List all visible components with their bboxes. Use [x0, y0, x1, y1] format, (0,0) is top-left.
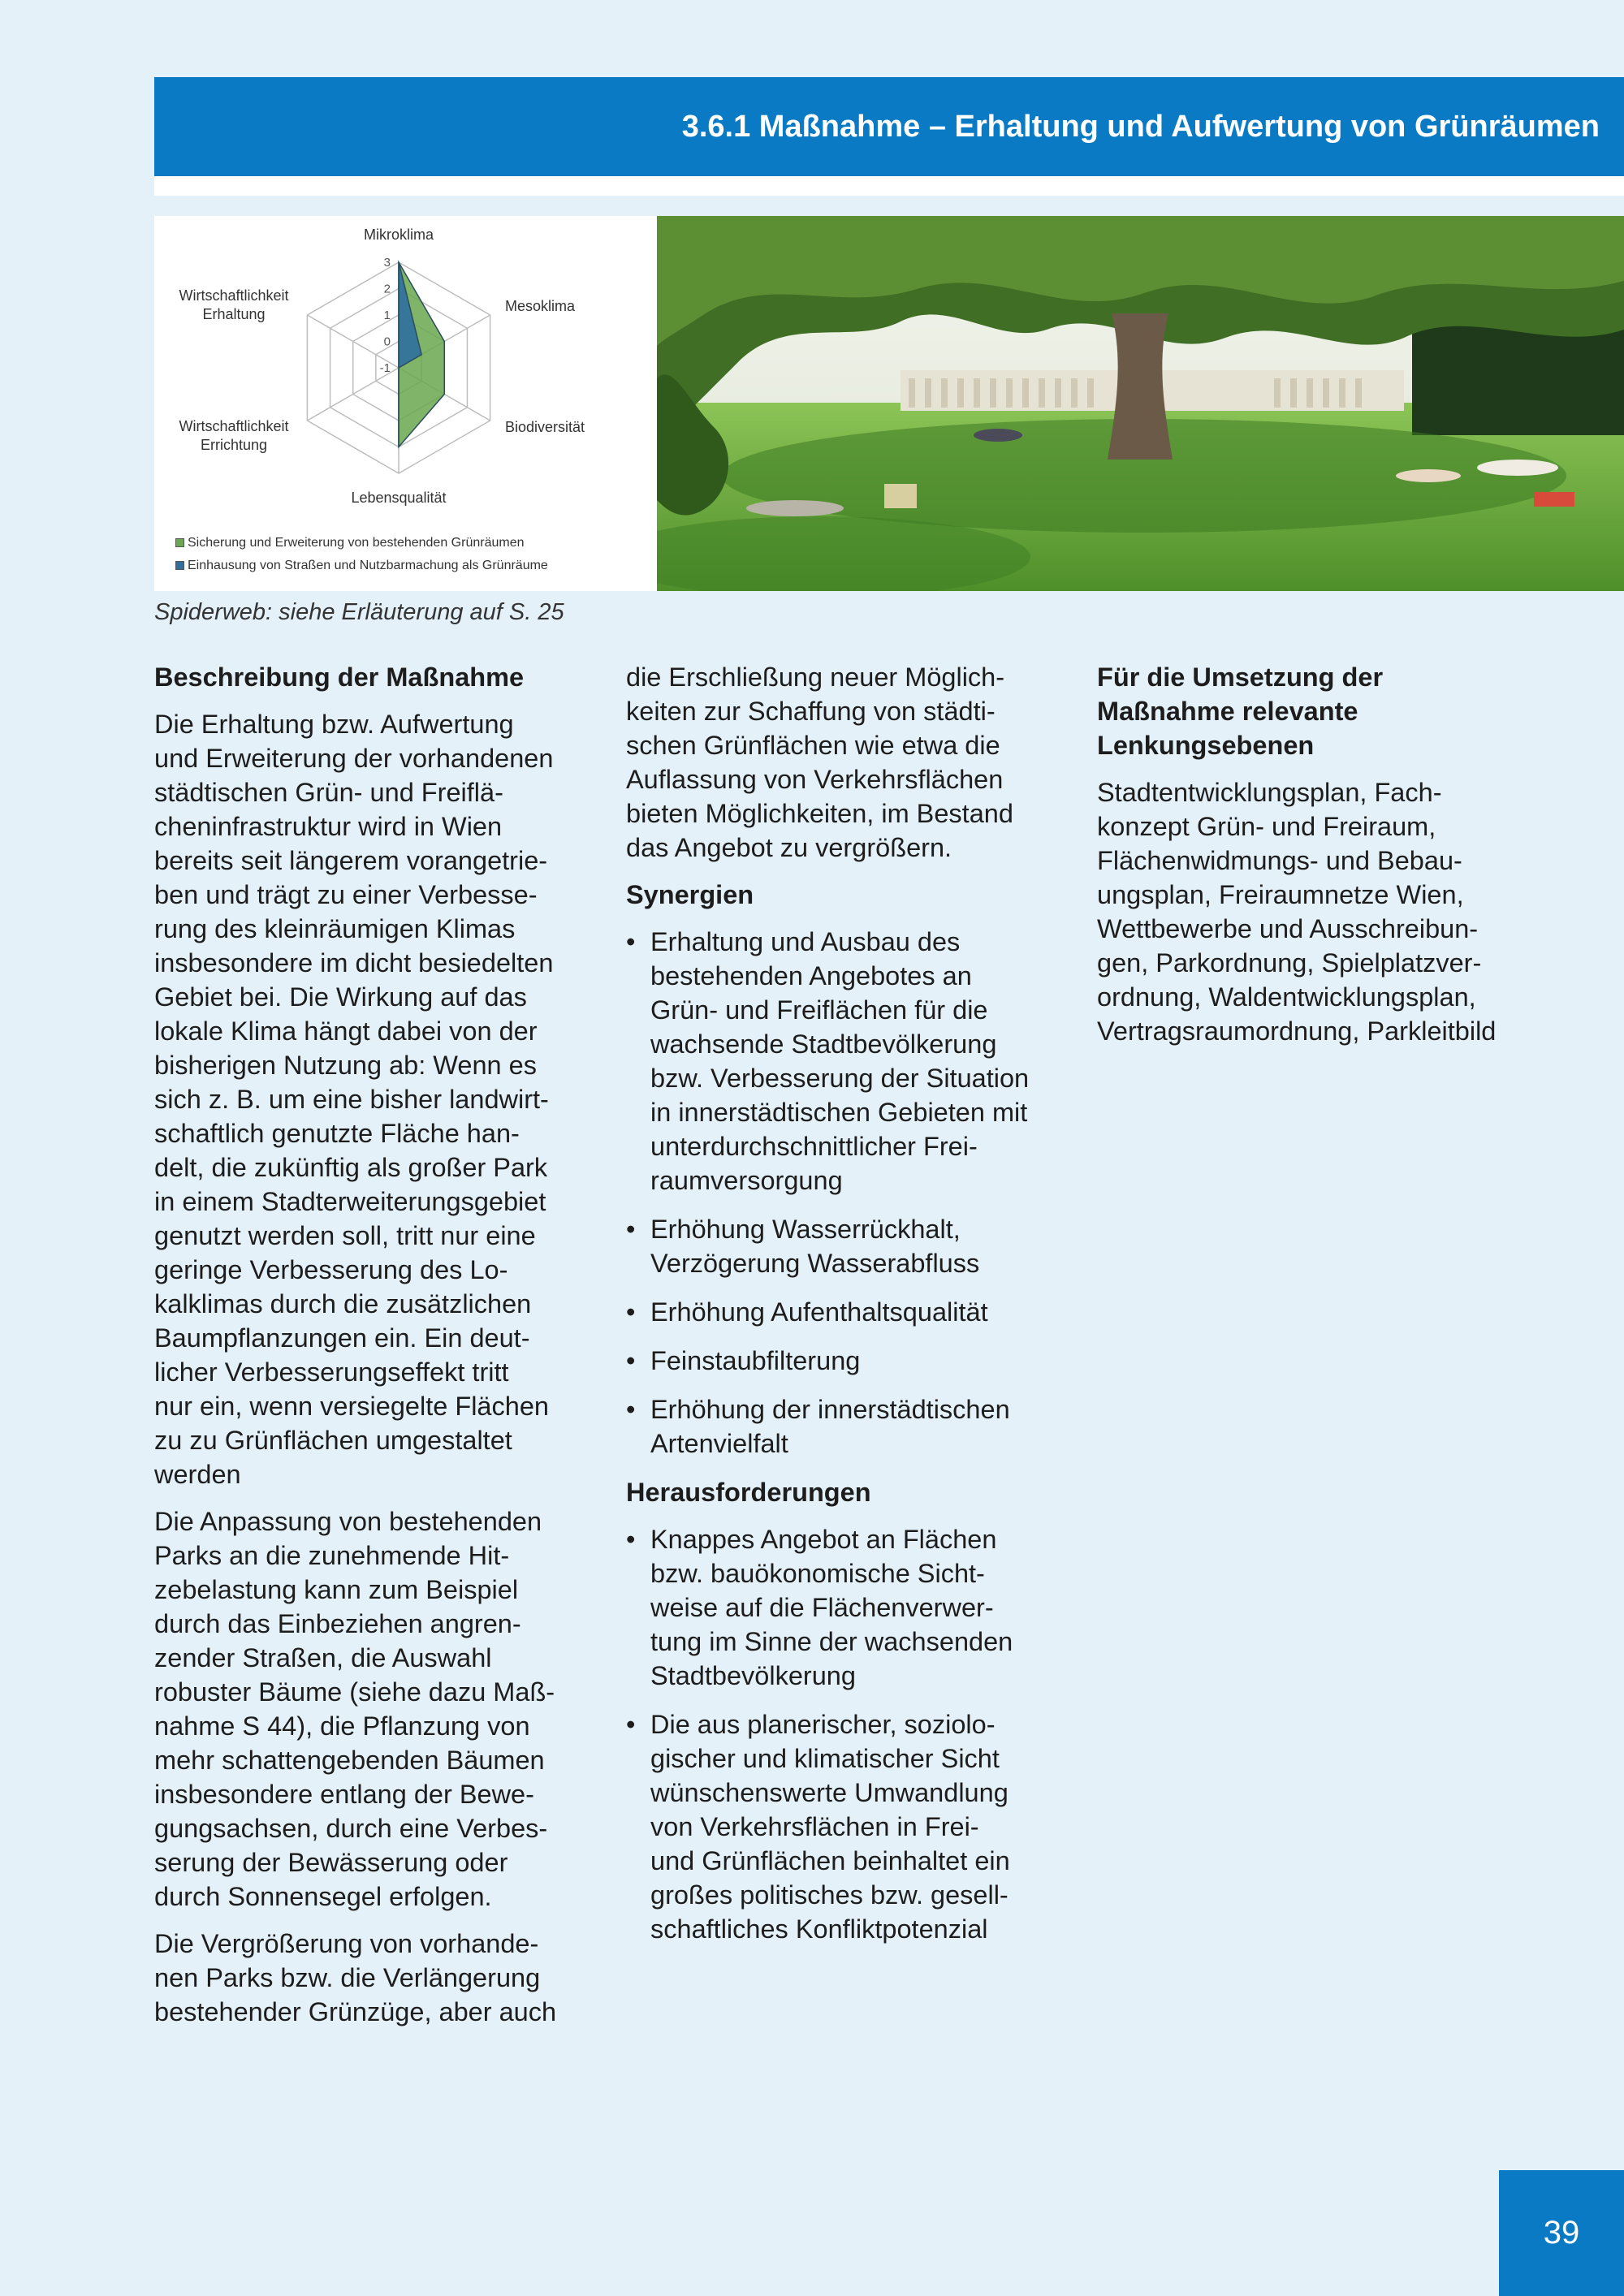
text-line: Artenvielfalt	[650, 1429, 788, 1458]
text-line: wachsende Stadtbevölkerung	[650, 1029, 997, 1059]
text-line: gen, Parkordnung, Spielplatzver-	[1097, 948, 1482, 978]
text-line: schaftlich genutzte Fläche han-	[154, 1119, 520, 1148]
text-line: cheninfrastruktur wird in Wien	[154, 812, 503, 841]
text-line: Stadtbevölkerung	[650, 1661, 856, 1690]
text-line: Vertragsraumordnung, Parkleitbild	[1097, 1016, 1497, 1046]
park-photo-illustration	[657, 216, 1624, 591]
list-item	[626, 1522, 1065, 1693]
synergien-list	[626, 925, 1065, 1461]
legend-label: Einhausung von Straßen und Nutzbarmachung als Grünräume	[188, 559, 548, 572]
text-line: tung im Sinne der wachsenden	[650, 1627, 1013, 1656]
scale-label: 2	[383, 282, 391, 296]
list-item	[626, 1707, 1065, 1946]
text-line: ben und trägt zu einer Verbesse-	[154, 880, 538, 909]
text-line: keiten zur Schaffung von städti-	[626, 697, 996, 726]
text-line: bieten Möglichkeiten, im Bestand	[626, 799, 1013, 828]
legend-item-einhausung	[175, 559, 548, 573]
text-line: bzw. Verbesserung der Situation	[650, 1064, 1030, 1093]
list-item	[626, 1295, 1065, 1329]
text-line: rung des kleinräumigen Klimas	[154, 914, 516, 943]
text-line: Die Erhaltung bzw. Aufwertung	[154, 710, 514, 739]
column-description	[154, 660, 593, 2042]
text-line: raumversorgung	[650, 1166, 843, 1195]
list-item	[626, 1344, 1065, 1378]
list-item	[626, 1212, 1065, 1280]
text-line: geringe Verbesserung des Lo-	[154, 1255, 508, 1284]
column-synergien	[626, 660, 1065, 1961]
text-line: und Grünflächen beinhaltet ein	[650, 1846, 1010, 1875]
text-line: sich z. B. um eine bisher landwirt-	[154, 1085, 549, 1114]
text-line: nahme S 44), die Pflanzung von	[154, 1711, 530, 1741]
text-line: gischer und klimatischer Sicht	[650, 1744, 1000, 1773]
section-heading-lenkungsebenen	[1097, 660, 1584, 762]
paragraph-1	[154, 707, 593, 1491]
text-line: bestehenden Angebotes an	[650, 961, 972, 990]
text-line: robuster Bäume (siehe dazu Maß-	[154, 1677, 555, 1707]
axis-label-lebensqualitaet: Lebensqualität	[351, 490, 447, 506]
text-line: • Erhöhung der innerstädtischen	[650, 1395, 1010, 1424]
text-line: durch das Einbeziehen angren-	[154, 1609, 521, 1638]
text-line: das Angebot zu vergrößern.	[626, 833, 952, 862]
text-line: mehr schattengebenden Bäumen	[154, 1746, 545, 1775]
spiderweb-chart	[154, 216, 657, 591]
axis-label-errichtung-2: Errichtung	[200, 437, 268, 453]
text-line: die Erschließung neuer Möglich-	[626, 662, 1005, 692]
text-line: Die Anpassung von bestehenden	[154, 1507, 542, 1536]
text-line: licher Verbesserungseffekt tritt	[154, 1357, 509, 1387]
text-line: ordnung, Waldentwicklungsplan,	[1097, 982, 1476, 1012]
text-line: insbesondere im dicht besiedelten	[154, 948, 554, 978]
text-line: gungsachsen, durch eine Verbes-	[154, 1814, 548, 1843]
legend-item-erweiterung	[175, 536, 525, 550]
list-item	[626, 1392, 1065, 1461]
text-line: schen Grünflächen wie etwa die	[626, 731, 1000, 760]
axis-label-mesoklima: Mesoklima	[505, 298, 576, 314]
text-line: genutzt werden soll, tritt nur eine	[154, 1221, 536, 1250]
column-lenkungsebenen	[1097, 660, 1584, 1061]
text-line: delt, die zukünftig als großer Park	[154, 1153, 548, 1182]
text-line: zender Straßen, die Auswahl	[154, 1643, 492, 1672]
text-line: unterdurchschnittlicher Frei-	[650, 1132, 978, 1161]
paragraph-lenkungsebenen	[1097, 775, 1584, 1048]
herausforderungen-list	[626, 1522, 1065, 1946]
text-line: Baumpflanzungen ein. Ein deut-	[154, 1323, 530, 1353]
text-line: nur ein, wenn versiegelte Flächen	[154, 1392, 549, 1421]
text-line: • Erhöhung Wasserrückhalt,	[650, 1215, 961, 1244]
figure-caption: Spiderweb: siehe Erläuterung auf S. 25	[154, 599, 564, 625]
text-line: bestehender Grünzüge, aber auch	[154, 1997, 557, 2026]
scale-label: 1	[383, 309, 391, 322]
heading-line: Für die Umsetzung der	[1097, 662, 1384, 692]
axis-label-errichtung-1: Wirtschaftlichkeit	[179, 418, 289, 434]
spiderweb-svg	[154, 216, 657, 591]
text-line: • Knappes Angebot an Flächen	[650, 1525, 997, 1554]
text-line: lokale Klima hängt dabei von der	[154, 1016, 538, 1046]
text-line: Verzögerung Wasserabfluss	[650, 1249, 980, 1278]
scale-label: 3	[383, 256, 391, 270]
park-photo	[657, 216, 1624, 591]
text-line: städtischen Grün- und Freiflä-	[154, 778, 503, 807]
text-line: in einem Stadterweiterungsgebiet	[154, 1187, 546, 1216]
text-line: bisherigen Nutzung ab: Wenn es	[154, 1051, 537, 1080]
text-line: Grün- und Freiflächen für die	[650, 995, 988, 1025]
text-line: Auflassung von Verkehrsflächen	[626, 765, 1004, 794]
text-line: nen Parks bzw. die Verlängerung	[154, 1963, 541, 1992]
page-number: 39	[1499, 2170, 1624, 2296]
paragraph-3	[154, 1927, 593, 2029]
axis-label-erhaltung-1: Wirtschaftlichkeit	[179, 287, 289, 304]
text-line: • Erhöhung Aufenthaltsqualität	[650, 1297, 988, 1327]
text-line: • Erhaltung und Ausbau des	[650, 927, 961, 956]
section-heading-beschreibung: Beschreibung der Maßnahme	[154, 662, 525, 692]
header-stripe	[154, 176, 1624, 196]
section-heading-synergien: Synergien	[626, 880, 754, 909]
text-line: Stadtentwicklungsplan, Fach-	[1097, 778, 1442, 807]
text-line: • Die aus planerischer, soziolo-	[650, 1710, 996, 1739]
text-line: weise auf die Flächenverwer-	[650, 1593, 994, 1622]
text-line: ungsplan, Freiraumnetze Wien,	[1097, 880, 1464, 909]
text-line: Die Vergrößerung von vorhande-	[154, 1929, 539, 1958]
text-line: kalklimas durch die zusätzlichen	[154, 1289, 532, 1318]
text-line: bereits seit längerem vorangetrie-	[154, 846, 548, 875]
text-line: schaftliches Konfliktpotenzial	[650, 1914, 988, 1944]
text-line: Parks an die zunehmende Hit-	[154, 1541, 510, 1570]
text-line: wünschenswerte Umwandlung	[650, 1778, 1009, 1807]
text-line: großes politisches bzw. gesell-	[650, 1880, 1009, 1910]
text-line: serung der Bewässerung oder	[154, 1848, 508, 1877]
list-item	[626, 925, 1065, 1198]
text-line: konzept Grün- und Freiraum,	[1097, 812, 1436, 841]
text-line: Gebiet bei. Die Wirkung auf das	[154, 982, 527, 1012]
text-line: insbesondere entlang der Bewe-	[154, 1780, 534, 1809]
paragraph-intro	[626, 660, 1065, 865]
scale-label: -1	[379, 361, 391, 375]
paragraph-2	[154, 1504, 593, 1914]
text-line: in innerstädtischen Gebieten mit	[650, 1098, 1028, 1127]
axis-label-biodiversitaet: Biodiversität	[505, 419, 585, 435]
legend-swatch-blue	[175, 561, 184, 570]
heading-line: Lenkungsebenen	[1097, 731, 1315, 760]
text-line: zu zu Grünflächen umgestaltet	[154, 1426, 512, 1455]
text-line: Flächenwidmungs- und Bebau-	[1097, 846, 1462, 875]
heading-line: Maßnahme relevante	[1097, 697, 1358, 726]
axis-label-erhaltung-2: Erhaltung	[202, 306, 266, 322]
text-line: bzw. bauökonomische Sicht-	[650, 1559, 985, 1588]
text-line: durch Sonnensegel erfolgen.	[154, 1882, 492, 1911]
legend-label: Sicherung und Erweiterung von bestehenden Grünräumen	[188, 536, 525, 550]
text-line: Wettbewerbe und Ausschreibun-	[1097, 914, 1479, 943]
text-line: • Feinstaubfilterung	[650, 1346, 861, 1375]
page-title: 3.6.1 Maßnahme – Erhaltung und Aufwertung von Grünräumen	[681, 110, 1600, 144]
text-line: von Verkehrsflächen in Frei-	[650, 1812, 979, 1841]
legend-swatch-green	[175, 538, 184, 547]
text-line: werden	[154, 1460, 241, 1489]
scale-label: 0	[383, 334, 391, 349]
axis-label-mikroklima: Mikroklima	[363, 227, 434, 243]
header-band	[154, 77, 1624, 176]
text-line: zebelastung kann zum Beispiel	[154, 1575, 519, 1604]
text-line: und Erweiterung der vorhandenen	[154, 744, 554, 773]
section-heading-herausforderungen: Herausforderungen	[626, 1478, 871, 1507]
